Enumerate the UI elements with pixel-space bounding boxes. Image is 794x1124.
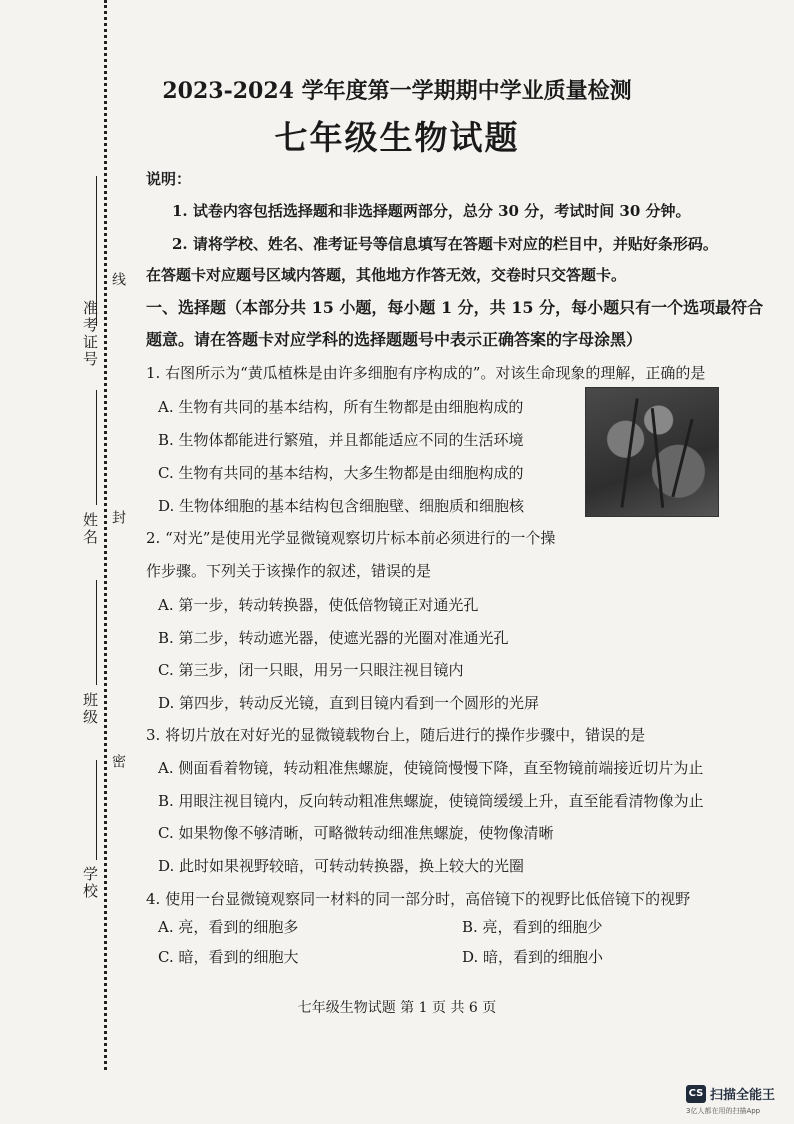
school-field-line	[96, 760, 97, 860]
seal-mark-line: 线	[110, 272, 126, 288]
question-1-option-c: C. 生物有共同的基本结构，大多生物都是由细胞构成的	[158, 464, 524, 482]
question-2-option-a: A. 第一步，转动转换器，使低倍物镜正对通光孔	[158, 596, 479, 614]
question-4-option-b: B. 亮，看到的细胞少	[462, 918, 603, 936]
class-label: 班级	[81, 692, 99, 726]
scanner-logo-icon: CS	[686, 1085, 706, 1103]
question-1-option-d: D. 生物体细胞的基本结构包含细胞壁、细胞质和细胞核	[158, 497, 525, 515]
seal-mark-seal: 封	[110, 510, 126, 526]
student-name-label: 姓名	[81, 512, 99, 546]
scanner-watermark	[686, 1084, 775, 1103]
note-1: 1. 试卷内容包括选择题和非选择题两部分，总分 30 分，考试时间 30 分钟。	[172, 202, 691, 220]
name-field-line	[96, 390, 97, 505]
question-4-stem: 4. 使用一台显微镜观察同一材料的同一部分时，高倍镜下的视野比低倍镜下的视野	[146, 890, 691, 908]
question-2-stem: 2. “对光”是使用光学显微镜观察切片标本前必须进行的一个操	[146, 529, 556, 547]
question-2-stem-continued: 作步骤。下列关于该操作的叙述，错误的是	[146, 562, 432, 580]
scanner-brand-name: 扫描全能王	[710, 1088, 776, 1103]
question-3-option-b: B. 用眼注视目镜内，反向转动粗准焦螺旋，使镜筒缓缓上升，直至能看清物像为止	[158, 792, 704, 810]
question-4-option-c: C. 暗，看到的细胞大	[158, 948, 299, 966]
question-2-option-d: D. 第四步，转动反光镜，直到目镜内看到一个圆形的光屏	[158, 694, 540, 712]
page-footer: 七年级生物试题 第 1 页 共 6 页	[297, 1000, 497, 1016]
question-2-option-c: C. 第三步，闭一只眼，用另一只眼注视目镜内	[158, 661, 464, 679]
question-1-option-a: A. 生物有共同的基本结构，所有生物都是由细胞构成的	[158, 398, 524, 416]
notes-heading: 说明：	[146, 170, 192, 188]
note-2-continued: 在答题卡对应题号区域内答题，其他地方作答无效，交卷时只交答题卡。	[146, 266, 627, 284]
question-4-option-a: A. 亮，看到的细胞多	[158, 918, 299, 936]
section-heading: 一、选择题（本部分共 15 小题，每小题 1 分，共 15 分，每小题只有一个选项最符合	[146, 298, 764, 317]
question-2-option-b: B. 第二步，转动遮光器，使遮光器的光圈对准通光孔	[158, 629, 509, 647]
cucumber-plant-photo	[585, 387, 719, 517]
question-1-option-b: B. 生物体都能进行繁殖，并且都能适应不同的生活环境	[158, 431, 524, 449]
section-heading-continued: 题意。请在答题卡对应学科的选择题题号中表示正确答案的字母涂黑）	[146, 330, 643, 349]
question-4-option-d: D. 暗，看到的细胞小	[462, 948, 604, 966]
question-3-stem: 3. 将切片放在对好光的显微镜载物台上，随后进行的操作步骤中，错误的是	[146, 726, 646, 744]
exam-subject-title: 七年级生物试题	[274, 118, 520, 157]
scanner-tagline: 3亿人都在用的扫描App	[686, 1107, 761, 1115]
class-field-line	[96, 580, 97, 685]
question-3-option-a: A. 侧面看着物镜，转动粗准焦螺旋，使镜筒慢慢下降，直至物镜前端接近切片为止	[158, 759, 704, 777]
note-2: 2. 请将学校、姓名、准考证号等信息填写在答题卡对应的栏目中，并贴好条形码。	[172, 235, 718, 253]
school-label: 学校	[81, 866, 99, 900]
question-3-option-d: D. 此时如果视野较暗，可转动转换器，换上较大的光圈	[158, 857, 525, 875]
question-3-option-c: C. 如果物像不够清晰，可略微转动细准焦螺旋，使物像清晰	[158, 824, 554, 842]
seal-mark-secret: 密	[110, 754, 126, 770]
exam-term-title: 2023-2024 学年度第一学期期中学业质量检测	[162, 78, 632, 104]
exam-number-label: 准考证号	[81, 300, 99, 368]
binding-dotted-line	[104, 0, 107, 1070]
question-1-stem: 1. 右图所示为“黄瓜植株是由许多细胞有序构成的”。对该生命现象的理解，正确的是	[146, 364, 706, 382]
